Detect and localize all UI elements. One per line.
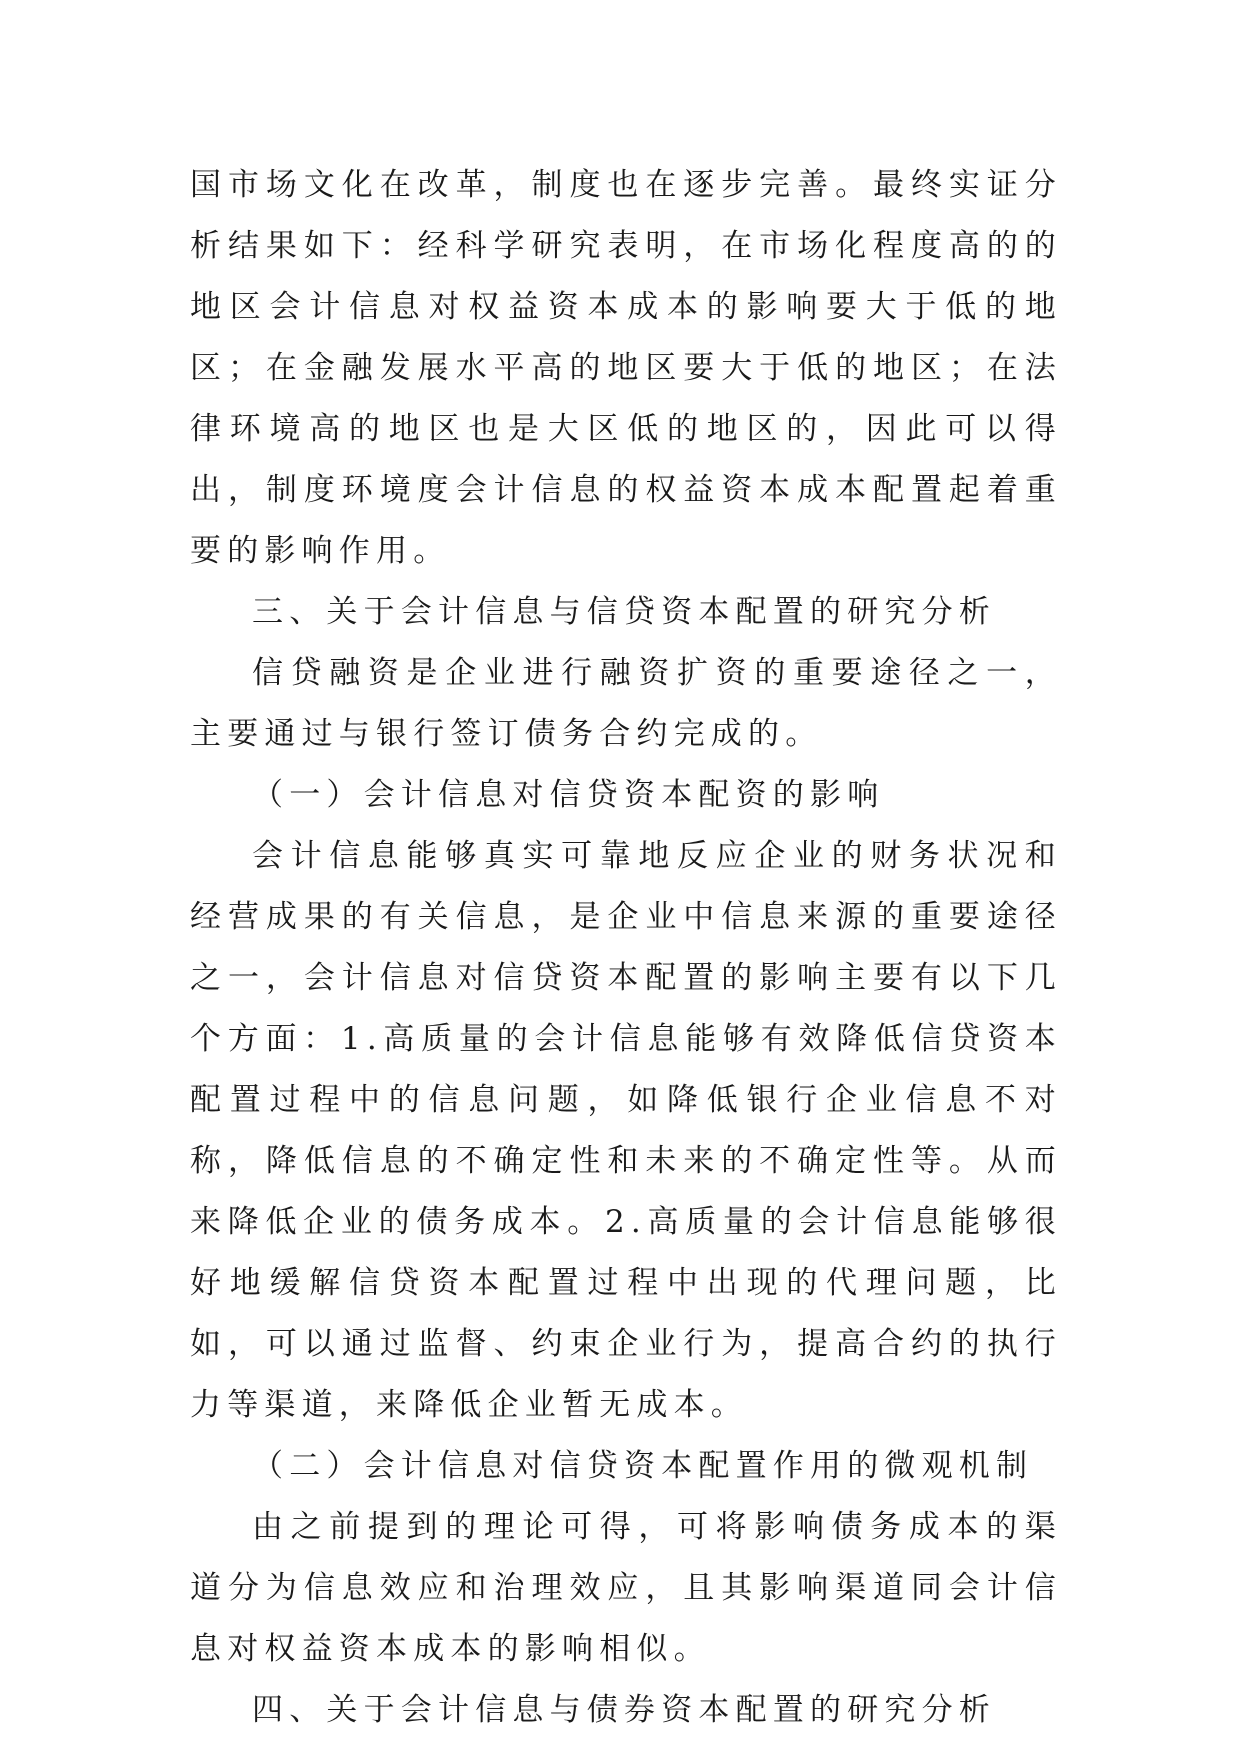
subsection-heading-1: （一）会计信息对信贷资本配资的影响 xyxy=(252,777,885,813)
section-heading-4: 四、关于会计信息与债券资本配置的研究分析 xyxy=(252,1692,996,1728)
section-heading-3: 三、关于会计信息与信贷资本配置的研究分析 xyxy=(252,594,996,630)
subsection-heading-2: （二）会计信息对信贷资本配置作用的微观机制 xyxy=(252,1448,1034,1484)
body-paragraph: 会计信息能够真实可靠地反应企业的财务状况和经营成果的有关信息，是企业中信息来源的重要途径之一，会计信息对信贷资本配置的影响主要有以下几个方面：1.高质量的会计信息能够有效降低信贷资本配置过程中的信息问题，如降低银行企业信息不对称，降低信息的不确定性和未来的不确定性等。从而来降低企业的债务成本。2.高质量的会计信息能够很好地缓解信贷资本配置过程中出现的代理问题，比如，可以通过监督、约束企业行为，提高合约的执行力等渠道，来降低企业暂无成本。 xyxy=(190,838,1062,1423)
body-paragraph-continued: 国市场文化在改革，制度也在逐步完善。最终实证分析结果如下：经科学研究表明，在市场化程度高的的地区会计信息对权益资本成本的影响要大于低的地区；在金融发展水平高的地区要大于低的地区；在法律环境高的地区也是大区低的地区的，因此可以得出，制度环境度会计信息的权益资本成本配置起着重要的影响作用。 xyxy=(190,167,1062,569)
document-body xyxy=(190,155,1062,1741)
body-paragraph: 信贷融资是企业进行融资扩资的重要途径之一，主要通过与银行签订债务合约完成的。 xyxy=(190,655,1062,752)
body-paragraph: 由之前提到的理论可得，可将影响债务成本的渠道分为信息效应和治理效应，且其影响渠道同会计信息对权益资本成本的影响相似。 xyxy=(190,1509,1062,1667)
